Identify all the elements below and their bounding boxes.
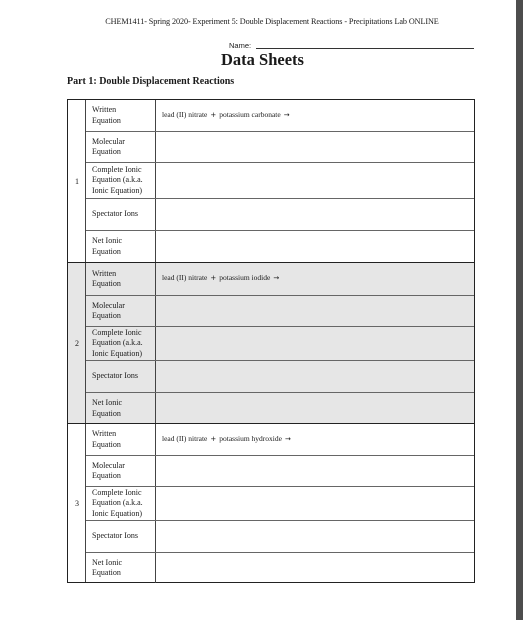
written-equation-row: [86, 100, 474, 131]
reaction-number: 2: [75, 339, 79, 348]
part-heading: Part 1: Double Displacement Reactions: [67, 76, 235, 87]
reactions-table: [67, 99, 475, 583]
written-equation-text: lead (II) nitrate + potassium hydroxide →: [162, 434, 294, 443]
written-equation-text: lead (II) nitrate + potassium iodide →: [162, 273, 282, 282]
course-header: CHEM1411- Spring 2020- Experiment 5: Double Displacement Reactions - Precipitations Lab ONLINE: [105, 17, 439, 26]
row-label-spectator: Spectator Ions: [86, 199, 156, 230]
row-label-net-ionic: Net Ionic Equation: [86, 553, 156, 583]
molecular-equation-row[interactable]: [86, 455, 474, 486]
row-label-written: Written Equation: [86, 263, 156, 295]
complete-ionic-equation-row[interactable]: [86, 326, 474, 360]
arrow-icon: →: [283, 111, 290, 119]
row-label-net-ionic: Net Ionic Equation: [86, 393, 156, 424]
arrow-icon: →: [284, 435, 291, 443]
row-label-complete-ionic: Complete Ionic Equation (a.k.a. Ionic Equation): [86, 487, 156, 520]
written-equation-text: lead (II) nitrate + potassium carbonate →: [162, 110, 293, 119]
net-ionic-equation-row[interactable]: [86, 392, 474, 424]
written-equation-row: [86, 424, 474, 455]
row-label-written: Written Equation: [86, 100, 156, 131]
row-label-spectator: Spectator Ions: [86, 521, 156, 552]
row-label-spectator: Spectator Ions: [86, 361, 156, 392]
molecular-equation-row[interactable]: [86, 295, 474, 326]
reaction-number: 1: [75, 177, 79, 186]
page-title: Data Sheets: [221, 50, 304, 69]
reaction-block-1: [68, 100, 474, 262]
name-blank-line[interactable]: [256, 48, 474, 49]
reaction-block-3: [68, 423, 474, 582]
spectator-ions-row[interactable]: [86, 520, 474, 552]
complete-ionic-equation-row[interactable]: [86, 162, 474, 198]
spectator-ions-row[interactable]: [86, 360, 474, 392]
name-label: Name:: [229, 41, 252, 50]
reaction-number: 3: [75, 499, 79, 508]
row-label-written: Written Equation: [86, 424, 156, 455]
net-ionic-equation-row[interactable]: [86, 552, 474, 583]
net-ionic-equation-row[interactable]: [86, 230, 474, 262]
written-equation-row: [86, 263, 474, 295]
row-label-molecular: Molecular Equation: [86, 132, 156, 162]
row-label-net-ionic: Net Ionic Equation: [86, 231, 156, 262]
row-label-molecular: Molecular Equation: [86, 296, 156, 326]
spectator-ions-row[interactable]: [86, 198, 474, 230]
reaction-block-2: [68, 262, 474, 423]
row-label-molecular: Molecular Equation: [86, 456, 156, 486]
complete-ionic-equation-row[interactable]: [86, 486, 474, 520]
row-label-complete-ionic: Complete Ionic Equation (a.k.a. Ionic Equation): [86, 327, 156, 360]
arrow-icon: →: [273, 274, 280, 282]
molecular-equation-row[interactable]: [86, 131, 474, 162]
row-label-complete-ionic: Complete Ionic Equation (a.k.a. Ionic Equation): [86, 163, 156, 198]
window-edge: [516, 0, 523, 620]
